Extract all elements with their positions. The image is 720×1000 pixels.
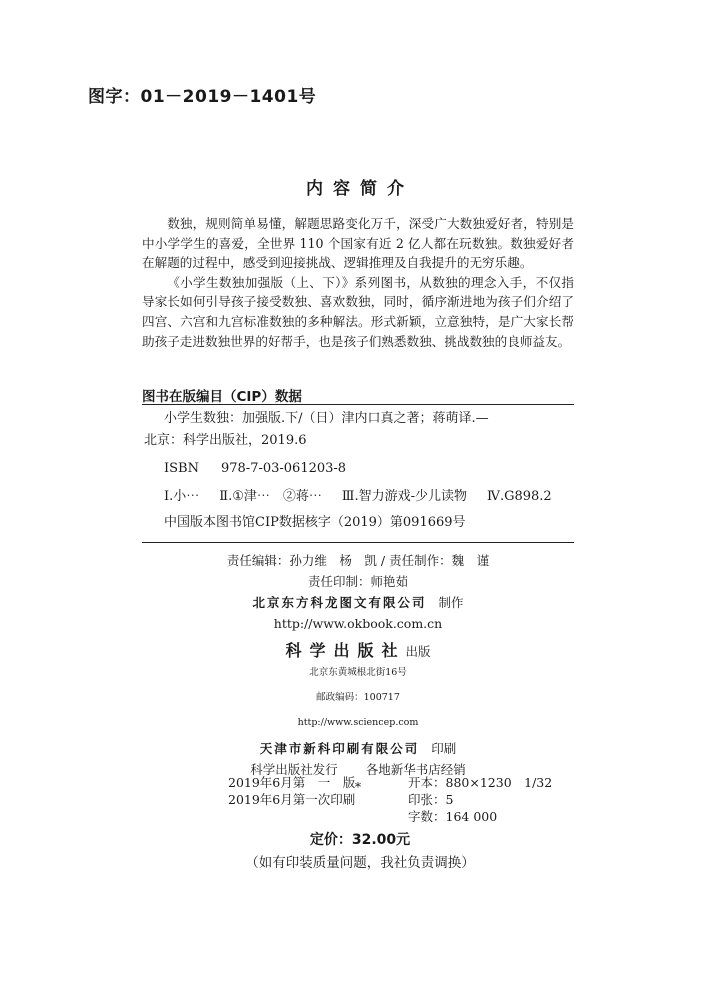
sellers: 各地新华书店经销 <box>365 762 466 777</box>
publisher-logo: 科学出版社 <box>285 641 406 660</box>
printer-row <box>142 738 574 759</box>
word-count: 字数：164 000 <box>408 809 498 824</box>
credits <box>142 550 574 794</box>
production-editor: 责任制作：魏 谨 <box>389 553 490 568</box>
printing: 2019年6月第一次印刷 <box>228 792 356 807</box>
cip-bottom-rule <box>142 542 574 543</box>
printer-company: 天津市新科印刷有限公司 <box>259 741 420 756</box>
publisher-row <box>142 640 574 662</box>
intro-text <box>142 214 574 351</box>
class-item: Ⅳ.G898.2 <box>486 489 552 504</box>
publisher-role: 出版 <box>405 644 431 659</box>
editors: 责任编辑：孙力维 杨 凯 <box>226 553 377 568</box>
printing-supervisor: 责任印制：师艳茹 <box>307 574 408 589</box>
imprint <box>228 774 552 825</box>
class-item: Ⅲ.智力游戏-少儿读物 <box>341 489 467 504</box>
cip-classification <box>142 486 574 508</box>
cip-isbn <box>142 458 574 480</box>
cip-line-1: 小学生数独：加强版.下/（日）津内口真之著；蒋萌译.— <box>164 411 489 426</box>
editors-row: 责任编辑：孙力维 杨 凯 / 责任制作：魏 谨 <box>226 553 490 568</box>
cip-line-2: 北京：科学出版社，2019.6 <box>144 433 307 448</box>
quality-notice: （如有印装质量问题，我社负责调换） <box>245 855 475 871</box>
producer-website: http://www.okbook.com.cn <box>273 616 443 631</box>
isbn-number: 978-7-03-061203-8 <box>220 461 347 476</box>
cip-title: 图书在版编目（CIP）数据 <box>142 389 302 405</box>
publisher-url: http://www.sciencep.com <box>297 717 419 728</box>
publisher-postcode: 邮政编码：100717 <box>316 692 400 703</box>
separator-star: * <box>354 779 362 794</box>
cip-number: 中国版本图书馆CIP数据核字（2019）第091669号 <box>164 515 466 530</box>
sheets: 印张：5 <box>408 792 454 807</box>
cip-block <box>142 408 574 534</box>
distributor: 科学出版社发行 <box>250 762 338 777</box>
cip-top-rule <box>142 404 574 405</box>
producer-role: 制作 <box>438 595 464 610</box>
producer-row <box>142 592 574 613</box>
printer-role: 印刷 <box>431 741 457 756</box>
permit-number: 图字：01－2019－1401号 <box>88 87 317 107</box>
format: 开本：880×1230 1/32 <box>408 775 553 790</box>
class-item: Ⅱ.①津⋯ ②蒋⋯ <box>219 489 322 504</box>
class-item: Ⅰ.小⋯ <box>164 489 200 504</box>
publisher-address: 北京东黄城根北街16号 <box>309 667 407 678</box>
intro-paragraph: 《小学生数独加强版（上、下）》系列图书，从数独的理念入手，不仅指导家长如何引导孩子接受数独、喜欢数独，同时，循序渐进地为孩子们介绍了四宫、六宫和九宫标准数独的多种解法。形式新颖，立意独特，是广大家长帮助孩子走进数独世界的好帮手，也是孩子们熟悉数独、挑战数独的良师益友。 <box>142 274 574 349</box>
intro-paragraph: 数独，规则简单易懂，解题思路变化万千，深受广大数独爱好者，特别是中小学学生的喜爱，全世界 110 个国家有近 2 亿人都在玩数独。数独爱好者在解题的过程中，感受到迎接挑战、逻辑推理及自我提升的无穷乐趣。 <box>142 216 574 271</box>
intro-title: 内容简介 <box>306 179 414 199</box>
isbn-label: ISBN <box>164 461 199 476</box>
edition: 2019年6月第 一 版 <box>228 775 356 790</box>
producer-company: 北京东方科龙图文有限公司 <box>252 595 427 610</box>
price: 定价：32.00元 <box>309 832 411 848</box>
